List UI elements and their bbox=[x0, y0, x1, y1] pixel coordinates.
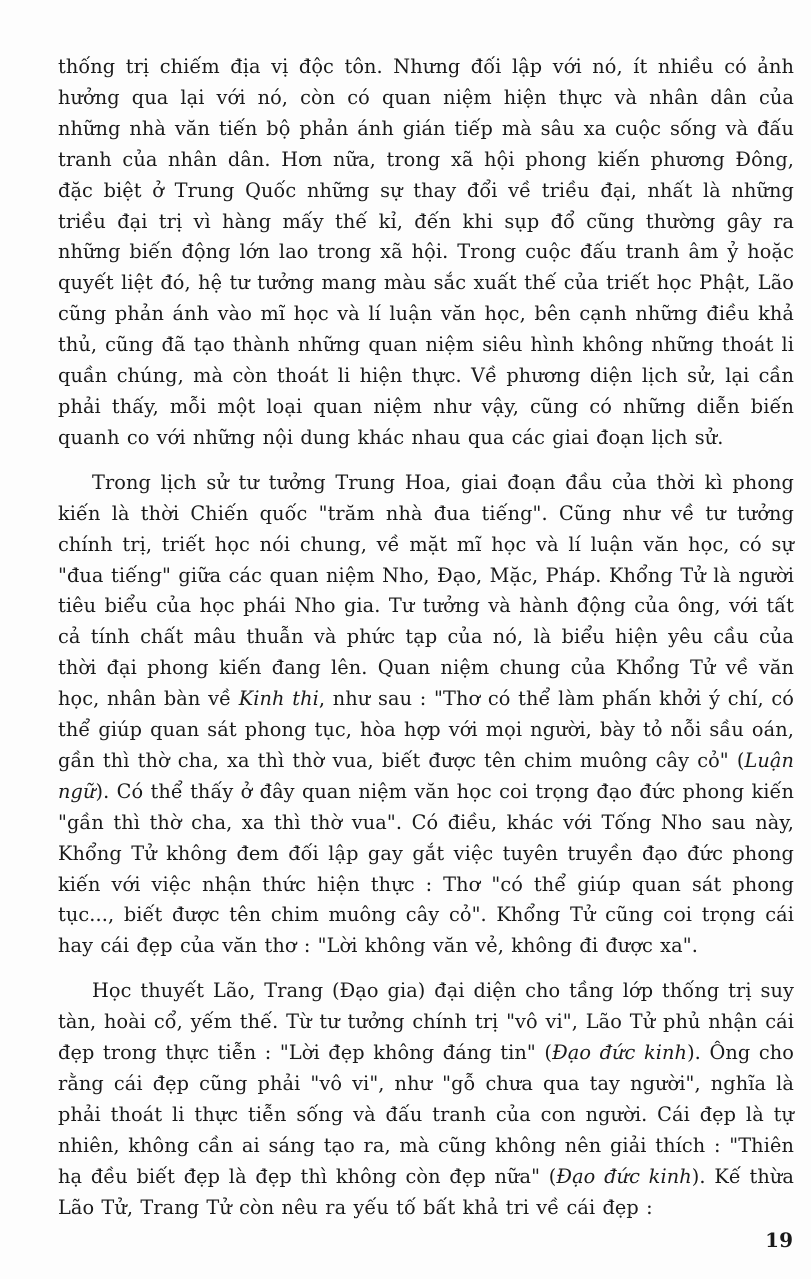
book-title-kinh-thi: Kinh thi bbox=[238, 687, 319, 711]
paragraph-1-text: thống trị chiếm địa vị độc tôn. Nhưng đối lập với nó, ít nhiều có ảnh hưởng qua lại với nó, còn có quan niệm hiện thực và nhân dân của những nhà văn tiến bộ phản ánh gián tiếp mà sâu xa cuộc sống và đấu tranh của nhân dân. Hơn nữa, trong xã hội phong kiến phương Đông, đặc biệt ở Trung Quốc những sự thay đổi về triều đại, nhất là những triều đại trị vì hàng mấy thế kỉ, đến khi sụp đổ cũng thường gây ra những biến động lớn lao trong xã hội. Trong cuộc đấu tranh âm ỷ hoặc quyết liệt đó, hệ tư tưởng mang màu sắc xuất thế của triết học Phật, Lão cũng phản ánh vào mĩ học và lí luận văn học, bên cạnh những điều khả thủ, cũng đã tạo thành những quan niệm siêu hình không những thoát li quần chúng, mà còn thoát li hiện thực. Về phương diện lịch sử, lại cần phải thấy, mỗi một loại quan niệm như vậy, cũng có những diễn biến quanh co với những nội dung khác nhau qua các giai đoạn lịch sử. bbox=[58, 55, 794, 449]
paragraph-3-segment-2: ). Ông cho rằng cái đẹp cũng phải "vô vi", như "gỗ chưa qua tay người", nghĩa là phải thoát li thực tiễn sống và đấu tranh của con người. Cái đẹp là tự nhiên, không cần ai sáng tạo ra, mà cũng không nên giải thích : "Thiên hạ đều biết đẹp là đẹp thì không còn đẹp nữa" ( bbox=[58, 1041, 794, 1188]
paragraph-1 bbox=[58, 52, 794, 454]
page-number: 19 bbox=[765, 1228, 793, 1252]
book-title-dao-duc-kinh-2: Đạo đức kinh bbox=[556, 1164, 692, 1188]
paragraph-3 bbox=[58, 976, 794, 1223]
paragraph-2-segment-2: , như sau : "Thơ có thể làm phấn khởi ý chí, có thể giúp quan sát phong tục, hòa hợp với mọi người, bày tỏ nỗi sầu oán, gần thì thờ cha, xa thì thờ vua, biết được tên chim muông cây cỏ" ( bbox=[58, 687, 794, 772]
book-title-dao-duc-kinh: Đạo đức kinh bbox=[552, 1041, 688, 1065]
body-text bbox=[58, 52, 794, 1224]
paragraph-2 bbox=[58, 468, 794, 963]
paragraph-2-segment-1: Trong lịch sử tư tưởng Trung Hoa, giai đoạn đầu của thời kì phong kiến là thời Chiến quốc "trăm nhà đua tiếng". Cũng như về tư tưởng chính trị, triết học nói chung, về mặt mĩ học và lí luận văn học, có sự "đua tiếng" giữa các quan niệm Nho, Đạo, Mặc, Pháp. Khổng Tử là người tiêu biểu của học phái Nho gia. Tư tưởng và hành động của ông, với tất cả tính chất mâu thuẫn và phức tạp của nó, là biểu hiện yêu cầu của thời đại phong kiến đang lên. Quan niệm chung của Khổng Tử về văn học, nhân bàn về bbox=[58, 470, 794, 711]
paragraph-2-segment-3: ). Có thể thấy ở đây quan niệm văn học coi trọng đạo đức phong kiến "gần thì thờ cha, xa thì thờ vua". Có điều, khác với Tống Nho sau này, Khổng Tử không đem đối lập gay gắt việc tuyên truyền đạo đức phong kiến với việc nhận thức hiện thực : Thơ "có thể giúp quan sát phong tục..., biết được tên chim muông cây cỏ". Khổng Tử cũng coi trọng cái hay cái đẹp của văn thơ : "Lời không văn vẻ, không đi được xa". bbox=[58, 779, 794, 958]
paragraph-3-segment-1: Học thuyết Lão, Trang (Đạo gia) đại diện cho tầng lớp thống trị suy tàn, hoài cổ, yếm thế. Từ tư tưởng chính trị "vô vi", Lão Tử phủ nhận cái đẹp trong thực tiễn : "Lời đẹp không đáng tin" ( bbox=[58, 979, 794, 1065]
book-title-luan-ngu: Luận ngữ bbox=[58, 748, 794, 803]
paragraph-3-segment-3: ). Kế thừa Lão Tử, Trang Tử còn nêu ra yếu tố bất khả tri về cái đẹp : bbox=[58, 1164, 794, 1219]
